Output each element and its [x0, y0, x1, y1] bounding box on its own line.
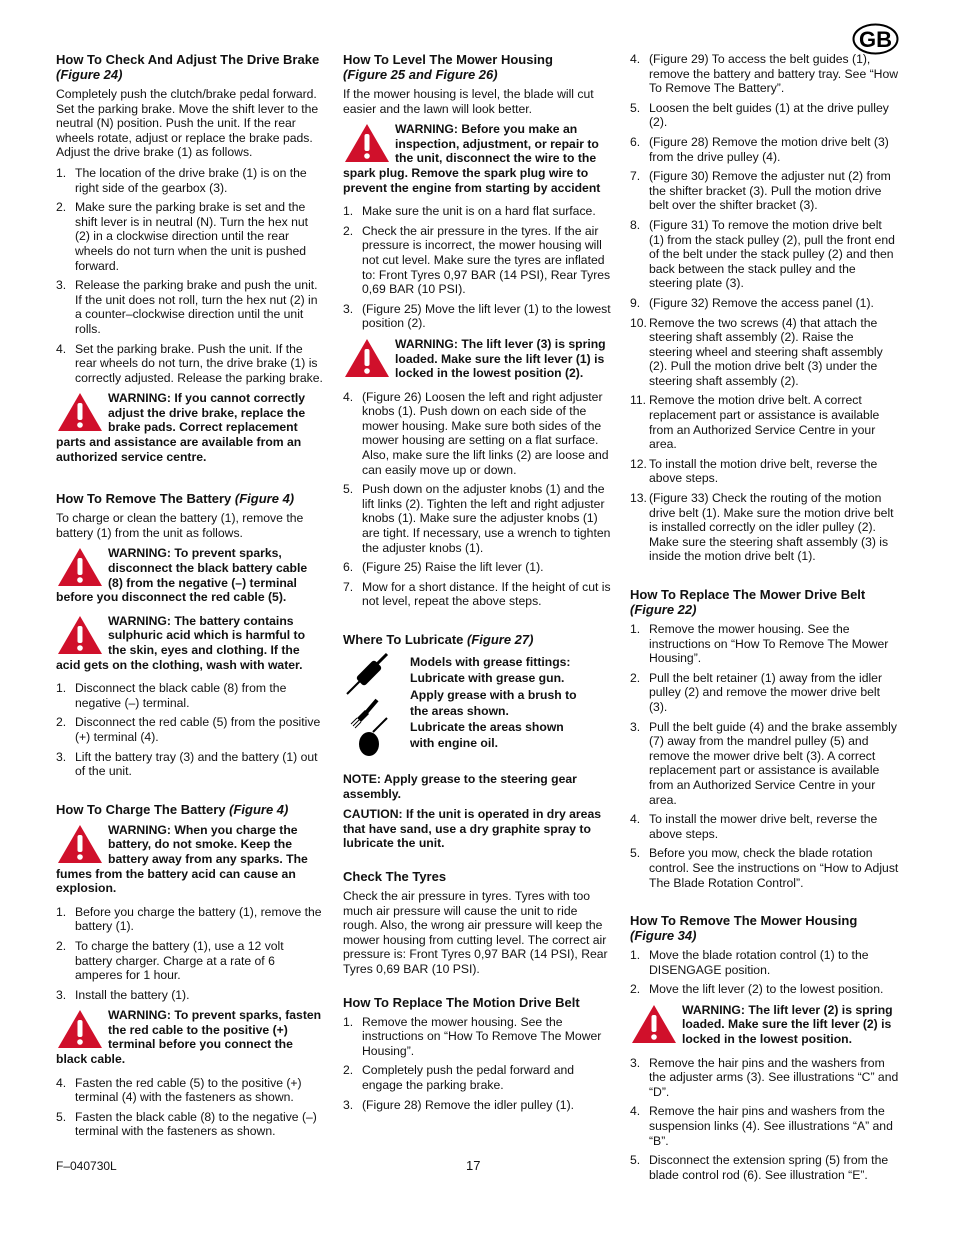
warning-box: WARNING: To prevent sparks, disconnect the black battery cable (8) from the negative (–) terminal before you disconnect the red cable (5). — [56, 546, 308, 605]
note: NOTE: Apply grease to the steering gear assembly. — [343, 772, 577, 801]
warning-icon — [630, 1003, 678, 1045]
warning-icon — [343, 122, 391, 164]
list-item: 3. (Figure 28) Remove the idler pulley (1). — [343, 1097, 575, 1112]
page-number: 17 — [466, 1158, 481, 1173]
list-item: 10. Remove the two screws (4) that attach the steering shaft assembly (2). Raise the steering wheel and steering shaft assembly (2). Pull the motion drive belt (3) under the steering shaft assembly (2). — [630, 315, 883, 388]
list-item: 1. The location of the drive brake (1) is on the right side of the gearbox (3). — [56, 165, 307, 195]
column-left — [56, 52, 324, 1144]
list-item: 4. Set the parking brake. Push the unit. If the rear wheels do not turn, the drive brake (1) is correctly adjusted. Release the parking brake. — [56, 341, 323, 385]
list-item: 6. (Figure 28) Remove the motion drive belt (3) from the drive pulley (4). — [630, 134, 889, 164]
list-item: 1. Make sure the unit is on a hard flat surface. — [343, 204, 596, 219]
warning-box: WARNING: Before you make an inspection, adjustment, or repair to the unit, disconnect the wire to the spark plug. Remove the spark plug wire to prevent the engine from starting by accident — [343, 122, 601, 195]
list-item: 4. Remove the hair pins and washers from the suspension links (4). See illustrations “A” and “B”. — [630, 1104, 893, 1148]
step-list — [630, 622, 900, 890]
warning-box: WARNING: To prevent sparks, fasten the red cable to the positive (+) terminal before you connect the black cable. — [56, 1008, 322, 1067]
paragraph: To charge or clean the battery (1), remove the battery (1) from the unit as follows. — [56, 511, 304, 540]
list-item: 4. (Figure 29) To access the belt guides (1), remove the battery and battery tray. See “How To Remove The Battery”. — [630, 52, 899, 96]
list-item: 9. (Figure 32) Remove the access panel (1). — [630, 295, 874, 310]
lube-line: the areas shown. — [410, 703, 509, 718]
section-title-level-housing: How To Level The Mower Housing (Figure 25 and Figure 26) — [343, 52, 553, 82]
lube-line: with engine oil. — [410, 736, 499, 751]
section-title-mower-drive-belt: How To Replace The Mower Drive Belt (Figure 22) — [630, 587, 866, 617]
section-title-lubricate: Where To Lubricate (Figure 27) — [343, 632, 534, 647]
step-list — [630, 948, 900, 997]
step-list — [630, 1056, 900, 1183]
svg-text:GB: GB — [859, 27, 892, 52]
list-item: 4. (Figure 26) Loosen the left and right adjuster knobs (1). Push down on each side of the mower housing. Make sure both sides of the mower housing are setting on a flat surface. Also, make sure the lift links (2) are loose and can easily move up or down. — [343, 389, 609, 477]
list-item: 1. Move the blade rotation control (1) to the DISENGAGE position. — [630, 948, 869, 977]
list-item: 2. Move the lift lever (2) to the lowest position. — [630, 982, 884, 997]
list-item: 11. Remove the motion drive belt. A correct replacement part or assistance is available from an Authorized Service Centre in your area. — [630, 393, 880, 452]
list-item: 3. (Figure 25) Move the lift lever (1) to the lowest position (2). — [343, 301, 611, 331]
brush-icon — [351, 700, 377, 728]
list-item: 1. Remove the mower housing. See the instructions on “How To Remove The Mower Housing”. — [630, 622, 889, 666]
warning-box: WARNING: If you cannot correctly adjust the drive brake, replace the brake pads. Correct replacement parts and assistance are available from an authorized service centre. — [56, 391, 306, 464]
list-item: 2. Pull the belt retainer (1) away from the idler pulley (2) and remove the mower drive belt (3). — [630, 670, 883, 714]
column-right — [630, 52, 900, 1187]
step-list — [56, 905, 324, 1003]
lubrication-tools-illustration — [343, 652, 407, 762]
step-list — [343, 390, 613, 609]
warning-box: WARNING: The lift lever (2) is spring loaded. Make sure the lift lever (2) is locked in the lowest position. — [630, 1003, 900, 1047]
list-item: 3. Remove the hair pins and the washers from the adjuster arms (3). See illustrations “C” and “D”. — [630, 1055, 899, 1099]
warning-box: WARNING: The battery contains sulphuric acid which is harmful to the skin, eyes and clothing. If the acid gets on the clothing, wash with water. — [56, 613, 306, 672]
warning-icon — [343, 337, 391, 379]
section-title-remove-housing: How To Remove The Mower Housing (Figure 34) — [630, 913, 858, 944]
list-item: 7. Mow for a short distance. If the height of cut is not level, repeat the above steps. — [343, 579, 611, 609]
warning-box: WARNING: The lift lever (3) is spring loaded. Make sure the lift lever (1) is locked in the lowest position (2). — [343, 337, 613, 381]
list-item: 5. Fasten the black cable (8) to the negative (–) terminal with the fasteners as shown. — [56, 1109, 317, 1139]
list-item: 6. (Figure 25) Raise the lift lever (1). — [343, 560, 544, 575]
list-item: 4. To install the mower drive belt, reverse the above steps. — [630, 812, 878, 841]
list-item: 1. Remove the mower housing. See the instructions on “How To Remove The Mower Housing”. — [343, 1014, 602, 1058]
column-middle — [343, 52, 613, 1117]
warning-icon — [56, 391, 104, 433]
caution-note: CAUTION: If the unit is operated in dry areas that have sand, use a dry graphite spray to lubricate the unit. — [343, 807, 602, 851]
section-title-motion-drive-belt: How To Replace The Motion Drive Belt — [343, 994, 580, 1010]
document-code: F–040730L — [56, 1159, 117, 1173]
warning-icon — [56, 546, 104, 588]
section-title-charge-battery: How To Charge The Battery (Figure 4) — [56, 801, 289, 817]
grease-gun-icon — [347, 654, 387, 694]
section-title-drive-brake: How To Check And Adjust The Drive Brake (Figure 24) — [56, 52, 320, 82]
list-item: 5. Push down on the adjuster knobs (1) and the lift links (2). Tighten the left and right adjuster knobs (1). Make sure the adjuster knobs (1) are tight. If necessary, use a wrench to tighten the adjuster knobs (1). — [343, 482, 611, 555]
list-item: 8. (Figure 31) To remove the motion drive belt (1) from the stack pulley (2), pull the front end of the belt under the stack pulley (2) and then back between the stack pulley and the steering plate (3). — [630, 217, 895, 291]
warning-icon — [56, 614, 104, 656]
list-item: 5. Disconnect the extension spring (5) from the blade control rod (6). See illustration “E”. — [630, 1153, 889, 1182]
lube-line: Lubricate with grease gun. — [410, 671, 565, 686]
step-list — [56, 166, 324, 385]
list-item: 5. Before you mow, check the blade rotation control. See the instructions on “How to Adjust The Blade Rotation Control”. — [630, 846, 899, 890]
section-title-remove-battery: How To Remove The Battery (Figure 4) — [56, 491, 295, 507]
list-item: 4. Fasten the red cable (5) to the positive (+) terminal (4) with the fasteners as shown. — [56, 1075, 302, 1105]
list-item: 2. Check the air pressure in the tyres. If the air pressure is incorrect, the mower housing will not cut level. Make sure the tyres are inflated to: Front Tyres 0,97 BAR (14 PSI), Rear Tyres 0,69 BAR (10 PSI). — [343, 223, 611, 297]
list-item: 2. Completely push the pedal forward and engage the parking brake. — [343, 1063, 575, 1092]
list-item: 2. Make sure the parking brake is set and the shift lever is in neutral (N). Turn the hex nut (2) in a clockwise direction until the rear wheels do not turn when the unit is pushed forward. — [56, 200, 309, 273]
warning-box: WARNING: When you charge the battery, do not smoke. Keep the battery away from any sparks. The fumes from the battery acid can cause an explosion. — [56, 822, 308, 896]
warning-icon — [56, 823, 104, 865]
paragraph: If the mower housing is level, the blade will cut easier and the lawn will look better. — [343, 87, 594, 116]
list-item: 1. Disconnect the black cable (8) from the negative (–) terminal. — [56, 681, 287, 710]
step-list — [630, 52, 900, 564]
list-item: 2. Disconnect the red cable (5) from the positive (+) terminal (4). — [56, 715, 321, 744]
gb-language-badge — [852, 23, 899, 55]
list-item: 3. Pull the belt guide (4) and the brake assembly (7) away from the mandrel pulley (5) and remove the mower drive belt (3). A correct replacement part or assistance is available from an Authorized Service Centre in your area. — [630, 719, 897, 807]
lube-line: Apply grease with a brush to — [410, 687, 577, 702]
oil-can-icon — [359, 718, 387, 756]
list-item: 3. Lift the battery tray (3) and the battery (1) out of the unit. — [56, 749, 318, 779]
paragraph: Check the air pressure in tyres. Tyres with too much air pressure will cause the unit to ride rough. Also, the wrong air pressure will keep the mower housing from cutting level. The correct air pressure is: Front Tyres 0,97 BAR (14 PSI), Rear Tyres 0,69 BAR (10 PSI). — [343, 888, 608, 976]
lubrication-legend — [343, 652, 613, 762]
lube-line: Models with grease fittings: — [410, 655, 571, 669]
step-list — [343, 1015, 613, 1113]
list-item: 12. To install the motion drive belt, reverse the above steps. — [630, 456, 878, 486]
list-item: 13. (Figure 33) Check the routing of the motion drive belt (1). Make sure the motion drive belt is installed correctly on the idler pulley (2). Make sure the steering shaft assembly (3) is inside the motion drive belt (1). — [630, 491, 894, 564]
list-item: 3. Release the parking brake and push the unit. If the unit does not roll, turn the hex nut (2) in a counter–clockwise direction until the unit rolls. — [56, 278, 318, 336]
list-item: 1. Before you charge the battery (1), remove the battery (1). — [56, 904, 322, 934]
warning-icon — [56, 1008, 104, 1050]
step-list — [343, 204, 613, 331]
list-item: 3. Install the battery (1). — [56, 987, 190, 1002]
section-title-check-tyres: Check The Tyres — [343, 868, 447, 884]
step-list — [56, 1076, 324, 1139]
lube-line: Lubricate the areas shown — [410, 720, 564, 735]
step-list — [56, 681, 324, 779]
list-item: 2. To charge the battery (1), use a 12 volt battery charger. Charge at a rate of 6 amperes for 1 hour. — [56, 938, 284, 983]
list-item: 5. Loosen the belt guides (1) at the drive pulley (2). — [630, 100, 889, 130]
list-item: 7. (Figure 30) Remove the adjuster nut (2) from the shifter bracket (3). Pull the motion drive belt over the shifter bracket (3). — [630, 169, 891, 213]
paragraph: Completely push the clutch/brake pedal forward. Set the parking brake. Move the shift lever to the neutral (N) position. Push the unit. If the rear wheels rotate, adjust or replace the brake pads. Adjust the drive brake (1) as follows. — [56, 87, 319, 160]
